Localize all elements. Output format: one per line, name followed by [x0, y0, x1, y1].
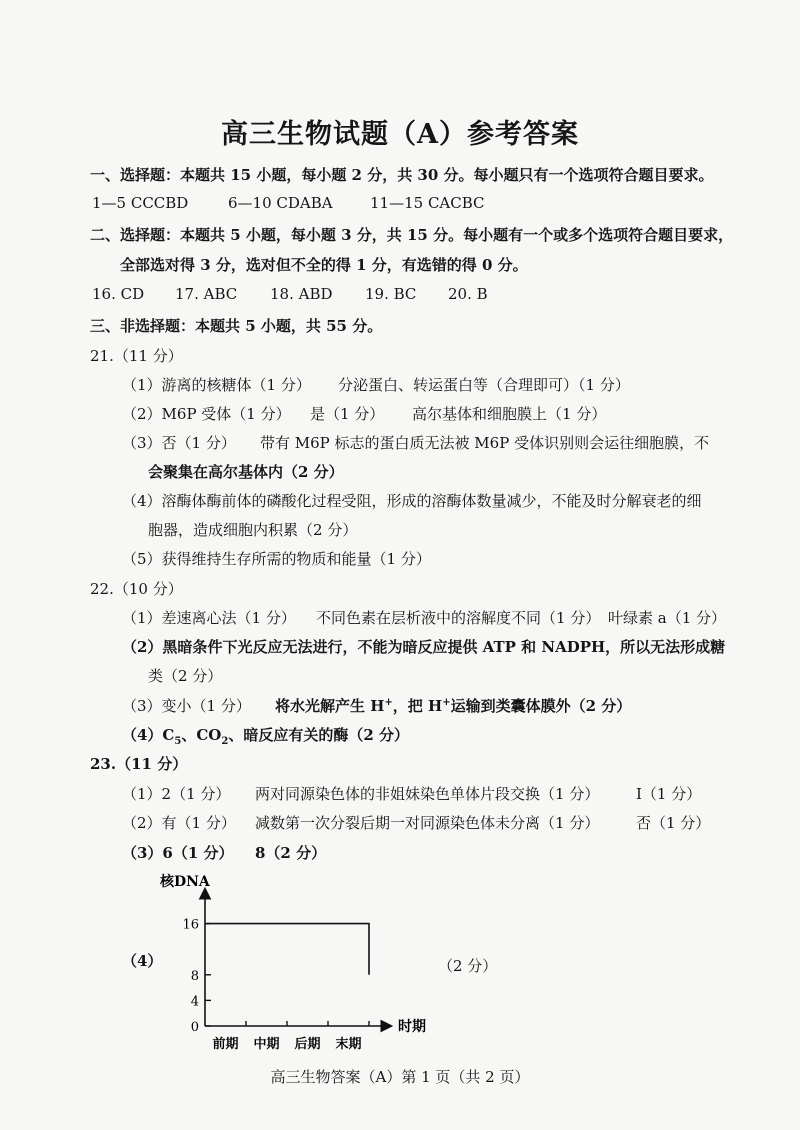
y-axis-label: 核DNA — [160, 874, 210, 890]
answer-16: 16. CD — [92, 285, 145, 303]
q22-2a: （2）黑暗条件下光反应无法进行，不能为暗反应提供 ATP 和 NADPH，所以无法形成糖 — [122, 638, 726, 656]
q21-2a: （2）M6P 受体（1 分） — [122, 405, 291, 423]
q21-5: （5）获得维持生存所需的物质和能量（1 分） — [122, 550, 431, 568]
q21-2c: 高尔基体和细胞膜上（1 分） — [412, 405, 607, 423]
answer-17: 17. ABC — [175, 285, 238, 303]
page-footer: 高三生物答案（A）第 1 页（共 2 页） — [270, 1068, 530, 1086]
q21-3b: 带有 M6P 标志的蛋白质无法被 M6P 受体识别则会运往细胞膜，不 — [260, 434, 710, 452]
q22-2b: 类（2 分） — [148, 667, 223, 685]
x-category-label: 末期 — [335, 1037, 362, 1052]
q23-2b: 减数第一次分裂后期一对同源染色体未分离（1 分） — [255, 814, 600, 832]
q23-4-score: （2 分） — [438, 957, 498, 975]
x-axis-label: 时期 — [398, 1019, 426, 1035]
q23-4-label: （4） — [122, 952, 163, 970]
q23-2c: 否（1 分） — [636, 814, 711, 832]
page-title: 高三生物试题（A）参考答案 — [221, 119, 579, 150]
y-tick-label: 8 — [190, 968, 199, 984]
q22-1b: 不同色素在层析液中的溶解度不同（1 分） — [316, 609, 601, 627]
series-line — [205, 924, 369, 975]
x-category-label: 前期 — [212, 1037, 239, 1052]
q21-3a: （3）否（1 分） — [122, 434, 236, 452]
q22-3b: 将水光解产生 H+，把 H+运输到类囊体膜外（2 分） — [275, 697, 632, 715]
q23-2a: （2）有（1 分） — [122, 814, 236, 832]
x-category-label: 后期 — [294, 1037, 321, 1052]
q22-1a: （1）差速离心法（1 分） — [122, 609, 296, 627]
q22-4: $(4)C_5$、$CO_2$、暗反应有关的酶（2 分） — [122, 726, 410, 747]
q22-1c: 叶绿素 a（1 分） — [608, 609, 727, 627]
q23-1b: 两对同源染色体的非姐妹染色单体片段交换（1 分） — [255, 785, 600, 803]
answer-19: 19. BC — [365, 285, 417, 303]
q21-1b: 分泌蛋白、转运蛋白等（合理即可）（1 分） — [338, 376, 630, 394]
section1-answers-a: 1—5 CCCBD — [92, 194, 189, 212]
q22-heading: 22.（10 分） — [90, 580, 183, 598]
q21-1a: （1）游离的核糖体（1 分） — [122, 376, 311, 394]
answer-18: 18. ABD — [270, 285, 333, 303]
section2-heading-cont: 全部选对得 3 分，选对但不全的得 1 分，有选错的得 0 分。 — [120, 256, 528, 274]
q21-2b: 是（1 分） — [310, 405, 385, 423]
answer-20: 20. B — [448, 285, 488, 303]
section3-heading: 三、非选择题：本题共 5 小题，共 55 分。 — [90, 317, 383, 335]
section2-heading: 二、选择题：本题共 5 小题，每小题 3 分，共 15 分。每小题有一个或多个选项符合题目要求， — [90, 226, 734, 244]
y-tick-label: 16 — [182, 917, 199, 933]
q21-heading: 21.（11 分） — [90, 347, 183, 365]
q23-heading: 23.（11 分） — [90, 755, 188, 773]
q21-4a: （4）溶酶体酶前体的磷酸化过程受阻，形成的溶酶体数量减少，不能及时分解衰老的细 — [122, 492, 702, 510]
q23-3a: （3）6（1 分） — [122, 844, 234, 862]
q23-1a: （1）2（1 分） — [122, 785, 231, 803]
q22-3a: （3）变小（1 分） — [122, 697, 251, 715]
q23-1c: I（1 分） — [636, 785, 702, 803]
q21-4b: 胞器，造成细胞内积累（2 分） — [148, 521, 358, 539]
section1-answers-c: 11—15 CACBC — [370, 194, 485, 212]
q21-3c: 会聚集在高尔基体内（2 分） — [148, 463, 344, 481]
q23-3b: 8（2 分） — [255, 844, 327, 862]
x-category-label: 中期 — [253, 1037, 280, 1052]
dna-chart — [150, 868, 450, 1068]
y-tick-label: 0 — [190, 1020, 199, 1035]
section1-heading: 一、选择题：本题共 15 小题，每小题 2 分，共 30 分。每小题只有一个选项符合题目要求。 — [90, 166, 714, 184]
y-tick-label: 4 — [190, 994, 199, 1010]
section1-answers-b: 6—10 CDABA — [228, 194, 333, 212]
